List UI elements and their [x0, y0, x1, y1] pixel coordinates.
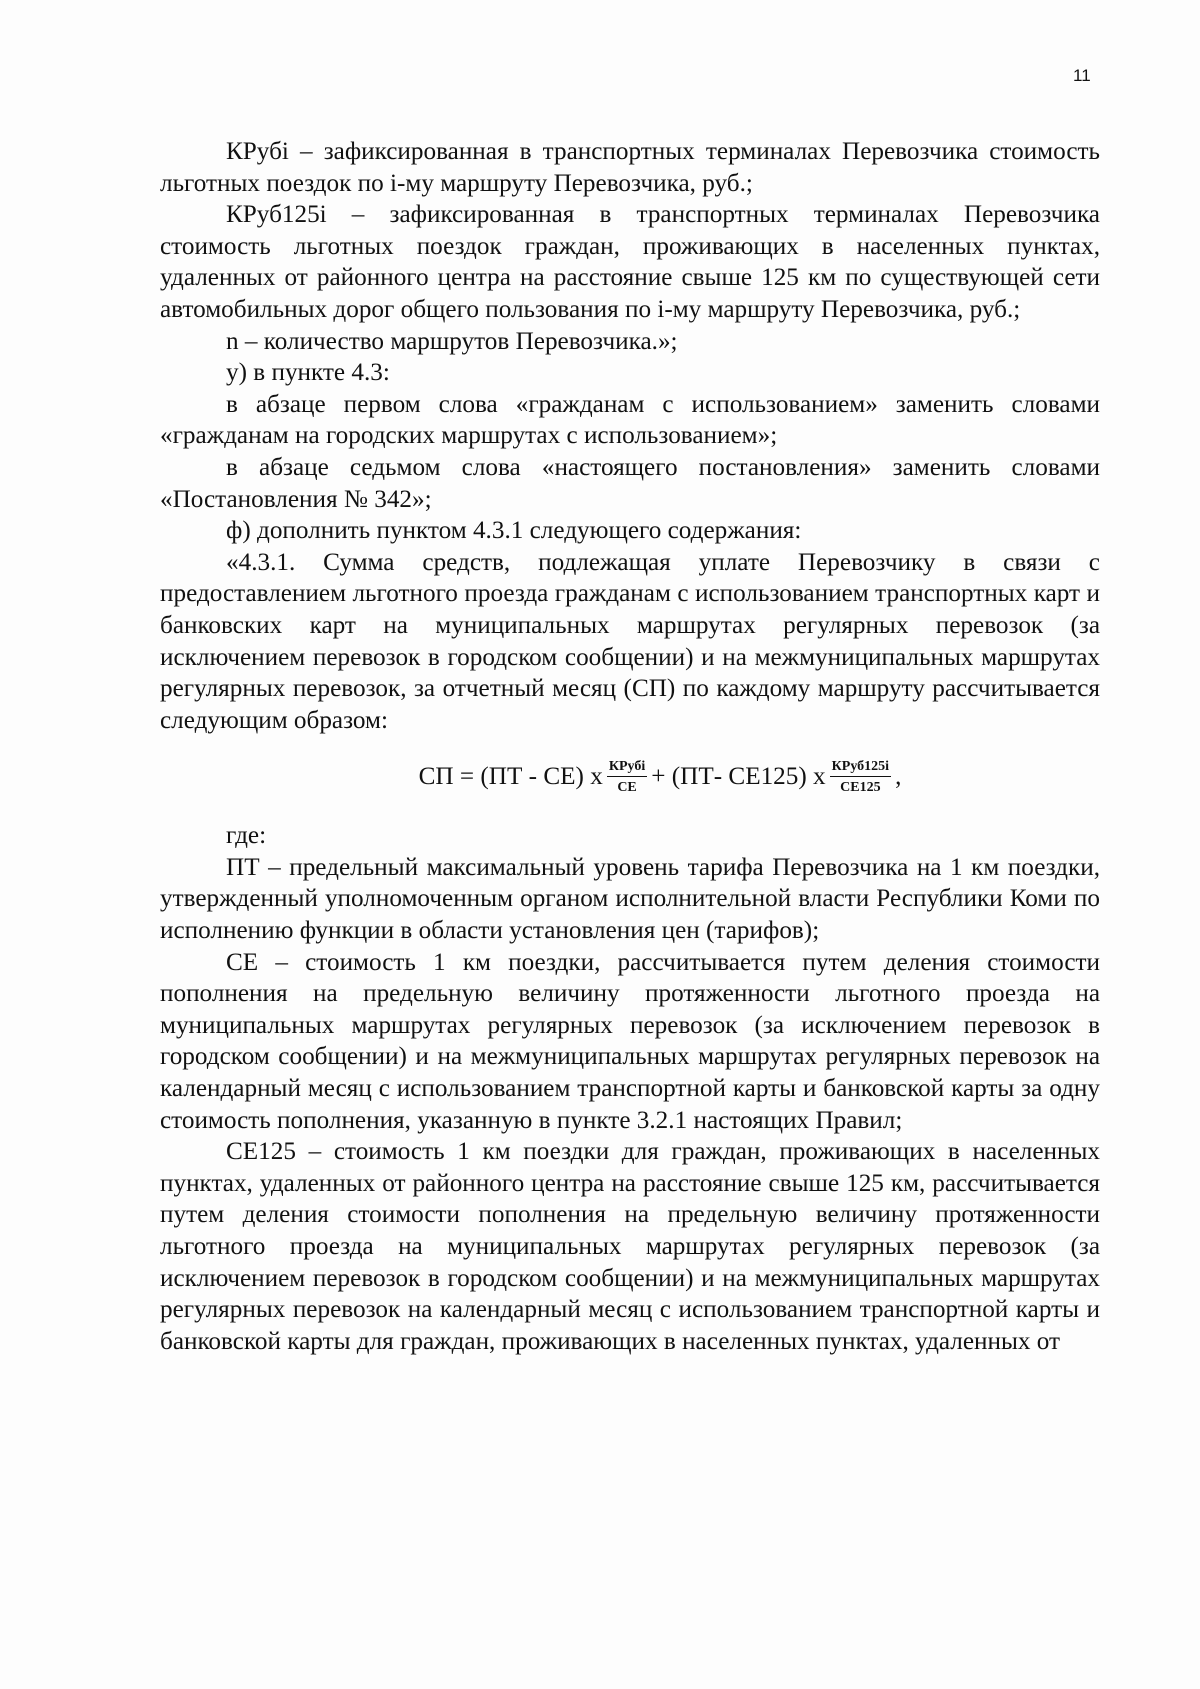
formula-part1: СП = (ПТ - СЕ) х	[418, 763, 603, 791]
where-label: где:	[226, 822, 267, 850]
document-body	[160, 136, 1100, 1357]
page-number: 11	[1073, 66, 1091, 85]
paragraph-krub125: КРуб125i – зафиксированная в транспортных терминалах Перевозчика стоимость льготных поездок граждан, проживающих в населенных пунктах, удаленных от районного центра на расстояние свыше 125 км по существующей сети автомобильных дорог общего пользования по i-му маршруту Перевозчика, руб.;	[160, 201, 1100, 323]
fraction-1-denominator: СЕ	[617, 780, 637, 796]
paragraph-item-f: ф) дополнить пунктом 4.3.1 следующего содержания:	[226, 517, 802, 545]
formula-fraction-1	[607, 758, 647, 796]
paragraph-4-3-1: «4.3.1. Сумма средств, подлежащая уплате Перевозчику в связи с предоставлением льготного проезда гражданам с использованием транспортных карт и банковских карт на муниципальных маршрутах регулярных перевозок (за исключением перевозок в городском сообщении) и на межмуниципальных маршрутах регулярных перевозок, за отчетный месяц (СП) по каждому маршруту рассчитывается следующим образом:	[160, 548, 1100, 734]
fraction-2-denominator: СЕ125	[840, 780, 881, 796]
paragraph-pt: ПТ – предельный максимальный уровень тарифа Перевозчика на 1 км поездки, утвержденный уполномоченным органом исполнительной власти Республики Коми по исполнению функции в области установления цен (тарифов);	[160, 853, 1100, 945]
paragraph-ce125: СЕ125 – стоимость 1 км поездки для граждан, проживающих в населенных пунктах, удаленных от районного центра на расстояние свыше 125 км, рассчитывается путем деления стоимости пополнения на предельную величину протяженности льготного проезда на муниципальных маршрутах регулярных перевозок (за исключением перевозок в городском сообщении) и на межмуниципальных маршрутах регулярных перевозок на календарный месяц с использованием транспортной карты и банковской карты для граждан, проживающих в населенных пунктах, удаленных от	[160, 1138, 1100, 1355]
paragraph-kruб: КРубi – зафиксированная в транспортных терминалах Перевозчика стоимость льготных поездок по i-му маршруту Перевозчика, руб.;	[160, 138, 1100, 197]
formula-tail: ,	[895, 763, 902, 791]
paragraph-first-abzac: в абзаце первом слова «гражданам с использованием» заменить словами «гражданам на городских маршрутах с использованием»;	[160, 390, 1100, 450]
paragraph-ce: СЕ – стоимость 1 км поездки, рассчитывается путем деления стоимости пополнения на предельную величину протяженности льготного проезда на муниципальных маршрутах регулярных перевозок (за исключением перевозок в городском сообщении) и на межмуниципальных маршрутах регулярных перевозок на календарный месяц с использованием транспортной карты и банковской карты за одну стоимость пополнения, указанную в пункте 3.2.1 настоящих Правил;	[160, 948, 1100, 1134]
fraction-2-numerator: КРуб125i	[830, 758, 891, 777]
paragraph-item-u: у) в пункте 4.3:	[226, 359, 390, 387]
formula-fraction-2	[830, 758, 891, 796]
formula-part2: + (ПТ- СЕ125) х	[651, 763, 826, 791]
formula	[160, 758, 1100, 796]
paragraph-seventh-abzac: в абзаце седьмом слова «настоящего постановления» заменить словами «Постановления № 342»;	[160, 453, 1100, 513]
paragraph-n-routes: n – количество маршрутов Перевозчика.»;	[226, 327, 678, 355]
fraction-1-numerator: КРубi	[607, 758, 647, 777]
